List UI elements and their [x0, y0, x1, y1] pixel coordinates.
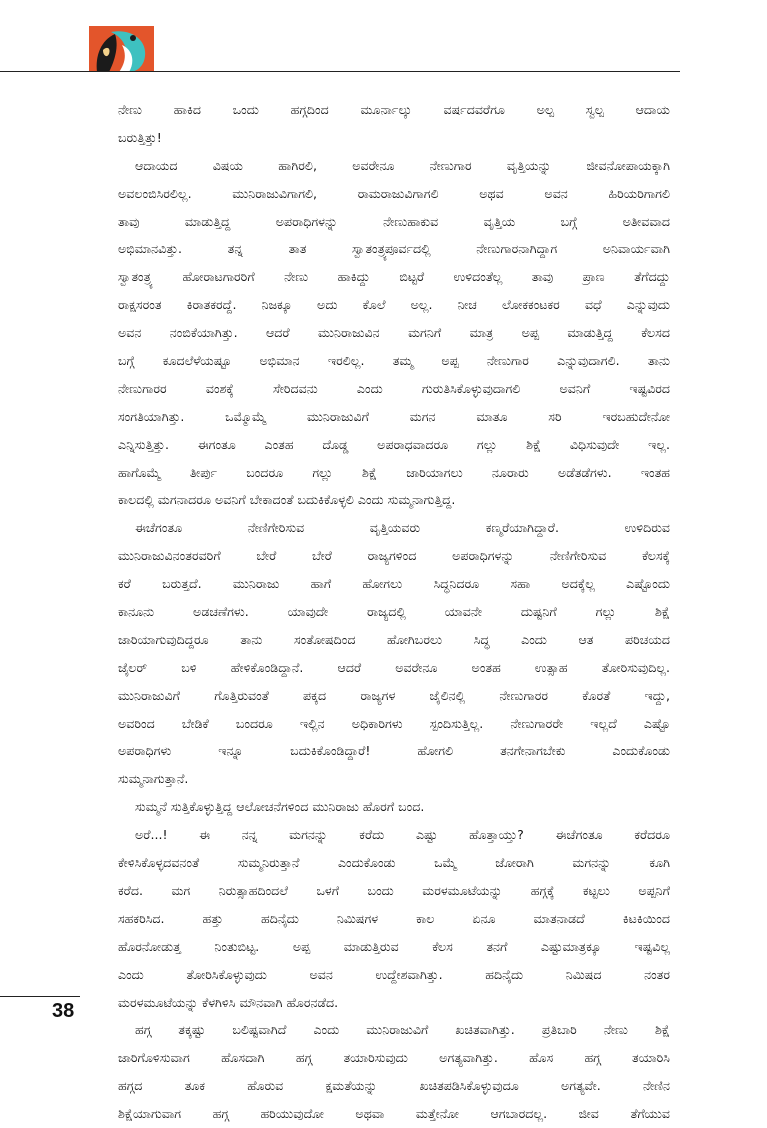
text-line: ಸಹಕರಿಸಿದ. ಹತ್ತು ಹದಿನೈದು ನಿಮಿಷಗಳ ಕಾಲ ಏನೂ ಮಾತನಾಡದೆ ಕಿಟಕಿಯಿಂದ: [118, 910, 670, 926]
magazine-logo-icon: [89, 26, 154, 72]
text-line: ಎಂದು ತೋರಿಸಿಕೊಳ್ಳುವುದು ಅವನ ಉದ್ದೇಶವಾಗಿತ್ತು. ಹದಿನೈದು ನಿಮಿಷದ ನಂತರ: [118, 966, 670, 982]
text-line: ಅವನ ನಂಬಿಕೆಯಾಗಿತ್ತು. ಆದರೆ ಮುನಿರಾಜುವಿನ ಮಗನಿಗೆ ಮಾತ್ರ ಅಪ್ಪ ಮಾಡುತ್ತಿದ್ದ ಕೆಲಸದ: [118, 325, 670, 341]
text-line: ಸ್ವಾತಂತ್ರ್ಯ ಹೋರಾಟಗಾರರಿಗೆ ನೇಣು ಹಾಕಿದ್ದು ಬಿಟ್ಟರೆ ಉಳಿದಂತೆಲ್ಲ ತಾವು ಪ್ರಾಣ ತೆಗೆದದ್ದು: [118, 269, 670, 285]
text-line: ರಾಕ್ಷಸರಂತ ಕಿರಾತಕರದ್ದೆ. ನಿಜಕ್ಕೂ ಅದು ಕೊಲೆ ಅಲ್ಲ. ನೀಚ ಲೋಕಕಂಟಕರ ವಧೆ ಎನ್ನುವುದು: [118, 297, 670, 313]
text-line: ಕೇಳಿಸಿಕೊಳ್ಳದವನಂತೆ ಸುಮ್ಮನಿರುತ್ತಾನೆ ಎಂದುಕೊಂಡು ಒಮ್ಮೆ ಜೋರಾಗಿ ಮಗನನ್ನು ಕೂಗಿ: [118, 855, 670, 871]
stylized-face-emblem-icon: [89, 26, 154, 72]
text-line: ಕಾನೂನು ಅಡಚಣೆಗಳು. ಯಾವುದೇ ರಾಜ್ಯದಲ್ಲಿ ಯಾವನೇ ದುಷ್ಟನಿಗೆ ಗಲ್ಲು ಶಿಕ್ಷೆ: [118, 604, 670, 620]
text-line: ಮುನಿರಾಜುವಿಗೆ ಗೊತ್ತಿರುವಂತೆ ಪಕ್ಕದ ರಾಜ್ಯಗಳ ಜೈಲಿನಲ್ಲಿ ನೇಣುಗಾರರ ಕೊರತೆ ಇದ್ದು,: [118, 687, 670, 703]
page-number: 38: [52, 1000, 75, 1022]
text-line: ತಾವು ಮಾಡುತ್ತಿದ್ದ ಅಪರಾಧಿಗಳನ್ನು ನೇಣುಹಾಕುವ ವೃತ್ತಿಯ ಬಗ್ಗೆ ಅತೀವವಾದ: [118, 213, 670, 229]
text-line: ಅವರಿಂದ ಬೇಡಿಕೆ ಬಂದರೂ ಇಲ್ಲಿನ ಅಧಿಕಾರಿಗಳು ಸ್ಪಂದಿಸುತ್ತಿಲ್ಲ. ನೇಣುಗಾರರೇ ಇಲ್ಲದೆ ಎಷ್ಟೊ: [118, 715, 670, 731]
text-line: ಸುಮ್ಮನೆ ಸುತ್ತಿಕೊಳ್ಳುತ್ತಿದ್ದ ಆಲೋಚನೆಗಳಿಂದ ಮುನಿರಾಜು ಹೊರಗೆ ಬಂದ.: [135, 799, 425, 815]
text-line: ಎನ್ನಿಸುತ್ತಿತ್ತು. ಈಗಂತೂ ಎಂತಹ ದೊಡ್ಡ ಅಪರಾಧವಾದರೂ ಗಲ್ಲು ಶಿಕ್ಷೆ ವಿಧಿಸುವುದೇ ಇಲ್ಲ.: [118, 436, 670, 452]
text-line: ಅವಲಂಬಿಸಿರಲಿಲ್ಲ. ಮುನಿರಾಜುವಿಗಾಗಲಿ, ರಾಮರಾಜುವಿಗಾಗಲಿ ಅಥವ ಅವನ ಹಿರಿಯರಿಗಾಗಲಿ: [118, 185, 670, 201]
text-line: ಕಾಲದಲ್ಲಿ ಮಗನಾದರೂ ಅವನಿಗೆ ಬೇಕಾದಂತೆ ಬದುಕಿಕೊಳ್ಳಲಿ ಎಂದು ಸುಮ್ಮನಾಗುತ್ತಿದ್ದ.: [118, 492, 456, 508]
footer-rule: [0, 996, 80, 997]
text-line: ಬರುತ್ತಿತ್ತು!: [118, 129, 162, 145]
body-text: [118, 96, 670, 1128]
text-line: ನೇಣು ಹಾಕಿದ ಒಂದು ಹಗ್ಗದಿಂದ ಮೂರ್ನಾಲ್ಕು ವರ್ಷದವರೆಗೂ ಅಲ್ಪ ಸ್ವಲ್ಪ ಆದಾಯ: [118, 102, 670, 117]
text-line: ಕರೆ ಬರುತ್ತದೆ. ಮುನಿರಾಜು ಹಾಗೆ ಹೋಗಲು ಸಿದ್ಧನಿದರೂ ಸಹಾ ಅದಕ್ಕೆಲ್ಲ ಎಷ್ಟೊಂದು: [118, 576, 670, 592]
text-line: ಹೊರನೋಡುತ್ತ ನಿಂತುಬಿಟ್ಟ. ಅಪ್ಪ ಮಾಡುತ್ತಿರುವ ಕೆಲಸ ತನಗೆ ಎಷ್ಟುಮಾತ್ರಕ್ಕೂ ಇಷ್ಟವಿಲ್ಲ: [118, 938, 670, 954]
text-line: ಕರೆದ. ಮಗ ನಿರುತ್ಸಾಹದಿಂದಲೆ ಒಳಗೆ ಬಂದು ಮರಳಮೂಟೆಯನ್ನು ಹಗ್ಗಕ್ಕೆ ಕಟ್ಟಲು ಅಪ್ಪನಿಗೆ: [118, 882, 670, 898]
header-rule: [0, 71, 680, 72]
text-line: ಜಾರಿಯಾಗುವುದಿದ್ದರೂ ತಾನು ಸಂತೋಷದಿಂದ ಹೋಗಿಬರಲು ಸಿದ್ಧ ಎಂದು ಆತ ಪರಿಚಯದ: [118, 631, 670, 647]
text-line: ನೇಣುಗಾರರ ವಂಶಕ್ಕೆ ಸೇರಿದವನು ಎಂದು ಗುರುತಿಸಿಕೊಳ್ಳುವುದಾಗಲಿ ಅವನಿಗೆ ಇಷ್ಟವಿರದ: [118, 380, 670, 396]
text-line: ಅಭಿಮಾನವಿತ್ತು. ತನ್ನ ತಾತ ಸ್ವಾತಂತ್ರ್ಯಪೂರ್ವದಲ್ಲಿ ನೇಣುಗಾರನಾಗಿದ್ದಾಗ ಅನಿವಾರ್ಯವಾಗಿ: [118, 241, 670, 257]
text-line: ಜಾರಿಗೊಳಿಸುವಾಗ ಹೊಸದಾಗಿ ಹಗ್ಗ ತಯಾರಿಸುವುದು ಅಗತ್ಯವಾಗಿತ್ತು. ಹೊಸ ಹಗ್ಗ ತಯಾರಿಸಿ: [118, 1050, 670, 1066]
text-line: ಅಪರಾಧಿಗಳು ಇನ್ನೂ ಬದುಕಿಕೊಂಡಿದ್ದಾರೆ! ಹೋಗಲಿ ತನಗೇನಾಗಬೇಕು ಎಂದುಕೊಂಡು: [118, 743, 670, 759]
text-line: ಮುನಿರಾಜುವಿನಂತರವರಿಗೆ ಬೇರೆ ಬೇರೆ ರಾಜ್ಯಗಳಿಂದ ಅಪರಾಧಿಗಳನ್ನು ನೇಣಿಗೇರಿಸುವ ಕೆಲಸಕ್ಕೆ: [118, 548, 670, 564]
text-line: ಆದಾಯದ ವಿಷಯ ಹಾಗಿರಲಿ, ಅವರೇನೂ ನೇಣುಗಾರ ವೃತ್ತಿಯನ್ನು ಜೀವನೋಪಾಯಕ್ಕಾಗಿ: [135, 157, 670, 173]
text-line: ಬಗ್ಗೆ ಕೂದಲೆಳೆಯಷ್ಟೂ ಅಭಿಮಾನ ಇರಲಿಲ್ಲ. ತಮ್ಮ ಅಪ್ಪ ನೇಣುಗಾರ ಎನ್ನುವುದಾಗಲಿ. ತಾನು: [118, 353, 670, 369]
text-line: ಈಚೆಗಂತೂ ನೇಣಿಗೇರಿಸುವ ವೃತ್ತಿಯವರು ಕಣ್ಮರೆಯಾಗಿದ್ದಾರೆ. ಉಳಿದಿರುವ: [135, 520, 670, 536]
text-line: ಹಗ್ಗದ ತೂಕ ಹೊರುವ ಕ್ಷಮತೆಯನ್ನು ಖಚಿತಪಡಿಸಿಕೊಳ್ಳುವುದೂ ಅಗತ್ಯವೇ. ನೇಣಿನ: [118, 1078, 670, 1094]
text-line: ಅರೆ...! ಈ ನನ್ನ ಮಗನನ್ನು ಕರೆದು ಎಷ್ಟು ಹೊತ್ತಾಯ್ತು? ಈಚೆಗಂತೂ ಕರೆದರೂ: [135, 827, 670, 843]
text-line: ಹಗ್ಗ ತಕ್ಕಷ್ಟು ಬಲಿಷ್ಟವಾಗಿದೆ ಎಂದು ಮುನಿರಾಜುವಿಗೆ ಖಚಿತವಾಗಿತ್ತು. ಪ್ರತಿಬಾರಿ ನೇಣು ಶಿಕ್ಷೆ: [135, 1022, 670, 1038]
text-line: ಶಿಕ್ಷೆಯಾಗುವಾಗ ಹಗ್ಗ ಹರಿಯುವುದೋ ಅಥವಾ ಮತ್ತೇನೋ ಆಗಬಾರದಲ್ಲ. ಜೀವ ತೆಗೆಯುವ: [118, 1106, 670, 1122]
text-line: ಸಂಗತಿಯಾಗಿತ್ತು. ಒಮ್ಮೊಮ್ಮೆ ಮುನಿರಾಜುವಿಗೆ ಮಗನ ಮಾತೂ ಸರಿ ಇರಬಹುದೇನೋ: [118, 408, 670, 424]
text-line: ಜೈಲರ್ ಬಳಿ ಹೇಳಿಕೊಂಡಿದ್ದಾನೆ. ಆದರೆ ಅವರೇನೂ ಅಂತಹ ಉತ್ಸಾಹ ತೋರಿಸುವುದಿಲ್ಲ.: [118, 659, 670, 675]
text-line: ಮರಳಮೂಟೆಯನ್ನು ಕೆಳಗಿಳಿಸಿ ಮೌನವಾಗಿ ಹೊರನಡೆದ.: [118, 994, 339, 1010]
text-line: ಹಾಗೊಮ್ಮೆ ತೀರ್ಪು ಬಂದರೂ ಗಲ್ಲು ಶಿಕ್ಷೆ ಜಾರಿಯಾಗಲು ನೂರಾರು ಅಡೆತಡೆಗಳು. ಇಂತಹ: [118, 464, 670, 480]
text-line: ಸುಮ್ಮನಾಗುತ್ತಾನೆ.: [118, 771, 189, 787]
